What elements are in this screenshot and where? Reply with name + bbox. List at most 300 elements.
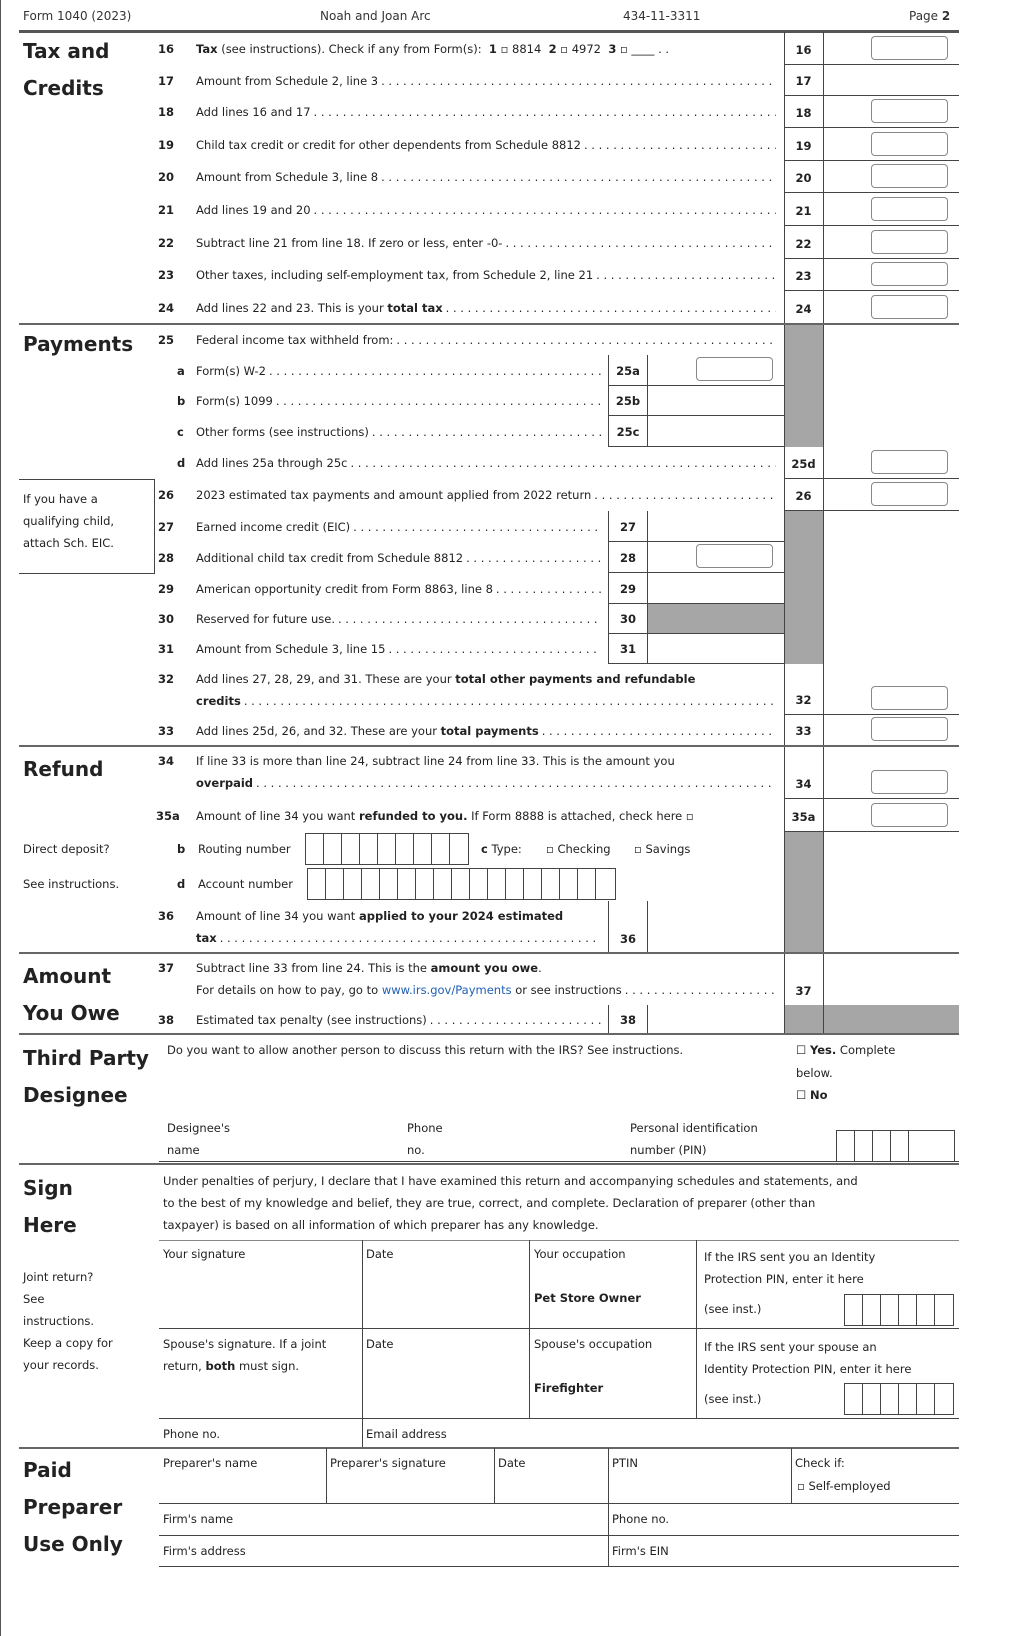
text-segment: Amount from Schedule 3, line 15	[196, 642, 386, 656]
text-segment: Add lines 25d, 26, and 32. These are your	[196, 724, 441, 738]
line-ref-l16	[784, 32, 823, 65]
dot-leader	[276, 390, 601, 412]
line-text	[196, 390, 601, 412]
mid-amount-cell-l36[interactable]	[648, 901, 784, 953]
amount-cell-l22[interactable]	[823, 226, 959, 259]
dot-leader	[505, 232, 776, 254]
amount-cell-l33[interactable]	[823, 715, 959, 746]
line-ref-l25d	[784, 447, 823, 479]
line-text	[196, 805, 776, 827]
text-segment: or see instructions	[511, 983, 622, 997]
firm-ein-field[interactable]: Firm's EIN	[612, 1544, 669, 1558]
line-l23	[1, 259, 959, 291]
line-number: 32	[158, 672, 175, 686]
line-l18	[1, 96, 959, 128]
line-l37	[1, 953, 959, 1005]
see-instructions-note: See instructions.	[23, 877, 120, 891]
label-line: Spouse's signature. If a joint	[163, 1337, 327, 1351]
section-title-line: Use Only	[23, 1532, 123, 1556]
line-ref-l26	[784, 479, 823, 511]
amount-cell-l16[interactable]	[823, 32, 959, 65]
line-description	[196, 264, 776, 286]
text-segment: Amount from Schedule 3, line 8	[196, 170, 379, 184]
line-ref-l38	[608, 1005, 648, 1034]
divider	[494, 1448, 495, 1503]
shaded-cell	[784, 386, 823, 416]
line-number: 24	[158, 301, 175, 315]
line-text	[196, 750, 776, 772]
line-l25c	[1, 416, 959, 447]
dot-leader	[625, 979, 776, 1001]
line-l32	[1, 664, 959, 715]
line-text	[196, 199, 776, 221]
mid-amount-cell-l25a[interactable]	[648, 355, 784, 386]
amount-cell-l17[interactable]	[823, 65, 959, 96]
section-title-line: Amount	[23, 964, 112, 988]
line-l16	[1, 32, 959, 65]
section-divider	[19, 952, 959, 954]
line-number: 34	[158, 754, 175, 768]
amount-input[interactable]	[871, 803, 948, 827]
section-title-line: Tax and	[23, 39, 110, 63]
label-line: If the IRS sent your spouse an	[704, 1340, 877, 1354]
line-ref-label: 30	[619, 612, 636, 626]
text-segment: (see instructions). Check if any from Form(s):	[217, 42, 489, 56]
text-segment: ▫ 8814	[496, 42, 549, 56]
section-title-line: You Owe	[23, 1001, 120, 1025]
line-l31	[1, 634, 959, 664]
section-title-line: Paid	[23, 1458, 72, 1482]
line-text	[196, 578, 601, 600]
note-line: instructions.	[23, 1314, 94, 1328]
line-text	[196, 452, 776, 474]
line-l35a	[1, 799, 959, 832]
dot-leader	[314, 199, 776, 221]
ip-pin-input[interactable]	[844, 1294, 954, 1326]
label-line: Designee's	[167, 1121, 231, 1135]
page-label: Page	[909, 9, 942, 23]
shaded-cell	[784, 355, 823, 386]
payments-link[interactable]: www.irs.gov/Payments	[381, 983, 512, 997]
preparer-name-field[interactable]: Preparer's name	[163, 1456, 258, 1470]
ptin-field[interactable]: PTIN	[612, 1456, 638, 1470]
text-segment: Amount from Schedule 2, line 3	[196, 74, 379, 88]
amount-cell-l34[interactable]	[823, 746, 959, 799]
line-number: 27	[158, 520, 175, 534]
designee-yes[interactable]	[796, 1039, 895, 1061]
line-description	[196, 452, 776, 474]
amount-input[interactable]	[871, 295, 948, 319]
dot-leader	[244, 690, 776, 712]
dot-leader	[338, 608, 601, 630]
line-ref-l25a	[608, 355, 648, 386]
spouse-signature-field[interactable]	[163, 1333, 326, 1377]
section-divider	[19, 745, 959, 747]
line-l20	[1, 161, 959, 193]
amount-cell-l37[interactable]	[823, 953, 959, 1005]
text-segment: Form(s) W-2	[196, 364, 266, 378]
dot-leader	[353, 516, 601, 538]
page-num: 2	[941, 9, 951, 23]
account-number-label: Account number	[198, 877, 293, 891]
amount-cell-l18[interactable]	[823, 96, 959, 128]
line-text	[196, 1009, 601, 1031]
line-ref-l31	[608, 634, 648, 664]
shaded-cell	[823, 1005, 959, 1034]
line-l38	[1, 1005, 959, 1034]
line-ref-label: 26	[795, 489, 812, 503]
amount-input[interactable]	[871, 36, 948, 60]
dot-leader	[388, 638, 601, 660]
line-ref-label: 22	[795, 237, 812, 251]
line-ref-l27	[608, 511, 648, 542]
line-description	[196, 421, 601, 443]
text-segment: If Form 8888 is attached, check here ▫	[467, 809, 694, 823]
type-letter: c	[481, 842, 488, 856]
line-ref-l30	[608, 604, 648, 634]
line-text	[196, 979, 776, 1001]
line-l25d	[1, 447, 959, 479]
spouse-date-field[interactable]: Date	[366, 1337, 394, 1351]
email-field[interactable]: Email address	[366, 1427, 447, 1441]
text-segment: applied to your 2024 estimated	[358, 909, 564, 923]
label-line: number (PIN)	[630, 1143, 707, 1157]
amount-cell-l35a[interactable]	[823, 799, 959, 832]
line-description	[196, 957, 776, 1001]
line-number: 35a	[156, 809, 180, 823]
line-description	[196, 101, 776, 123]
yes-label: Yes.	[809, 1043, 837, 1057]
section-sign-here	[23, 1170, 77, 1244]
text-segment: American opportunity credit from Form 8863, line 8	[196, 582, 493, 596]
label-line: (see inst.)	[704, 1302, 762, 1316]
statement-line: taxpayer) is based on all information of which preparer has any knowledge.	[163, 1218, 599, 1232]
line-text	[196, 668, 776, 690]
yes-checkbox[interactable]: ☐	[796, 1043, 807, 1057]
line-description	[196, 390, 601, 412]
line-description	[196, 516, 601, 538]
designee-phone-label	[407, 1117, 443, 1161]
text-segment: Other forms (see instructions)	[196, 425, 369, 439]
firm-name-field[interactable]: Firm's name	[163, 1512, 234, 1526]
line-text	[196, 101, 776, 123]
designee-question: Do you want to allow another person to discuss this return with the IRS? See instructions.	[167, 1043, 684, 1057]
amount-input[interactable]	[696, 357, 773, 381]
text-segment: Amount of line 34 you want	[196, 909, 359, 923]
designee-pin-input[interactable]	[836, 1130, 955, 1162]
shaded-cell	[784, 604, 823, 634]
line-number: 30	[158, 612, 175, 626]
line-ref-label: 31	[619, 642, 636, 656]
line-text	[196, 638, 601, 660]
line-ref-label: 27	[619, 520, 636, 534]
amount-input[interactable]	[696, 544, 773, 568]
text-segment: Earned income credit (EIC)	[196, 520, 351, 534]
dot-leader	[372, 421, 601, 443]
line-ref-label: 25c	[616, 425, 640, 439]
spouse-ip-pin-input[interactable]	[844, 1383, 954, 1415]
line-ref-label: 17	[795, 74, 812, 88]
phone-field[interactable]: Phone no.	[163, 1427, 221, 1441]
dot-leader	[381, 70, 776, 92]
text-segment: Add lines 27, 28, 29, and 31. These are your	[196, 672, 456, 686]
amount-input[interactable]	[871, 686, 948, 710]
line-text	[196, 608, 601, 630]
dot-leader	[596, 264, 776, 286]
amount-input[interactable]	[871, 132, 948, 156]
firm-address-field[interactable]: Firm's address	[163, 1544, 246, 1558]
spouse-occupation-value[interactable]: Firefighter	[534, 1381, 604, 1395]
divider	[529, 1240, 530, 1418]
line-number: b	[177, 394, 186, 408]
label-line: no.	[407, 1143, 425, 1157]
dot-leader	[430, 1009, 601, 1031]
amount-cell-l24[interactable]	[823, 291, 959, 324]
text-segment: 1	[488, 42, 497, 56]
checking-checkbox[interactable]: ▫ Checking	[546, 842, 611, 856]
line-description	[196, 484, 776, 506]
text-segment: For details on how to pay, go to	[196, 983, 382, 997]
line-description	[196, 805, 776, 827]
preparer-date-field[interactable]: Date	[498, 1456, 526, 1470]
line-text	[196, 690, 776, 712]
mid-amount-cell-l29[interactable]	[648, 573, 784, 604]
line-ref-l25c	[608, 416, 648, 447]
line-l28	[1, 542, 959, 573]
line-text	[196, 927, 601, 949]
text-segment: If line 33 is more than line 24, subtract line 24 from line 33. This is the amount you	[196, 754, 675, 768]
text-segment: tax	[196, 931, 217, 945]
designee-name-label	[167, 1117, 230, 1161]
your-date-field[interactable]: Date	[366, 1247, 394, 1261]
line-ref-label: 23	[795, 269, 812, 283]
note-line: See	[23, 1292, 45, 1306]
line-description	[196, 360, 601, 382]
divider	[326, 1448, 327, 1503]
designee-no[interactable]	[796, 1084, 828, 1106]
text-segment: Amount of line 34 you want	[196, 809, 359, 823]
label-line: If the IRS sent you an Identity	[704, 1250, 876, 1264]
line-ref-l36	[608, 901, 648, 953]
line-text	[196, 70, 776, 92]
line-text	[196, 484, 776, 506]
mid-amount-cell-l30	[648, 604, 784, 634]
line-ref-l20	[784, 161, 823, 193]
line-text	[196, 166, 776, 188]
text-segment: Federal income tax withheld from:	[196, 333, 394, 347]
amount-cell-l25d[interactable]	[823, 447, 959, 479]
savings-checkbox[interactable]: ▫ Savings	[634, 842, 691, 856]
label-line	[163, 1355, 326, 1377]
amount-cell-l19[interactable]	[823, 128, 959, 161]
taxpayer-names: Noah and Joan Arc	[320, 9, 431, 23]
line-l24	[1, 291, 959, 324]
line-description	[196, 668, 776, 712]
mid-amount-cell-l38[interactable]	[648, 1005, 784, 1034]
text-segment: Tax	[196, 42, 218, 56]
line-number: 31	[158, 642, 175, 656]
account-number-input[interactable]	[307, 868, 616, 900]
line-number: 18	[158, 105, 175, 119]
line-ref-l37	[784, 953, 823, 1005]
line-description	[196, 38, 776, 60]
shaded-cell	[784, 866, 823, 901]
statement-line: Under penalties of perjury, I declare that I have examined this return and accompanying schedules and statements, and	[163, 1174, 858, 1188]
label-text: must sign.	[235, 1359, 300, 1373]
line-ref-l23	[784, 259, 823, 291]
line-text	[196, 134, 776, 156]
amount-input[interactable]	[871, 770, 948, 794]
joint-return-note	[23, 1266, 113, 1376]
line-l17	[1, 65, 959, 96]
amount-input[interactable]	[871, 262, 948, 286]
line-number: a	[177, 364, 185, 378]
account-type-label	[481, 838, 522, 860]
line-description	[196, 578, 601, 600]
section-payments: Payments	[23, 332, 134, 356]
text-segment: ▫ 4972	[556, 42, 609, 56]
no-checkbox[interactable]: ☐	[796, 1088, 807, 1102]
line-description	[196, 134, 776, 156]
line-number: 38	[158, 1013, 175, 1027]
check-if-label: Check if:	[795, 1456, 845, 1470]
label-line: (see inst.)	[704, 1392, 762, 1406]
dot-leader	[314, 101, 776, 123]
label-line: Personal identification	[630, 1121, 758, 1135]
line-description	[196, 232, 776, 254]
line-description	[196, 199, 776, 221]
line-l36	[1, 901, 959, 953]
divider	[362, 1240, 363, 1447]
amount-cell-l23[interactable]	[823, 259, 959, 291]
note-line: If you have a	[23, 492, 98, 506]
amount-cell-l21[interactable]	[823, 193, 959, 226]
line-text	[196, 516, 601, 538]
section-title-line: Here	[23, 1213, 77, 1237]
amount-cell-l20[interactable]	[823, 161, 959, 193]
line-number: 19	[158, 138, 175, 152]
amount-input[interactable]	[871, 99, 948, 123]
line-ref-label: 24	[795, 302, 812, 316]
line-l35b	[1, 832, 959, 866]
dot-leader	[584, 134, 776, 156]
line-ref-l21	[784, 193, 823, 226]
amount-input[interactable]	[871, 197, 948, 221]
section-third-party	[23, 1040, 149, 1114]
text-segment: overpaid	[196, 776, 254, 790]
amount-input[interactable]	[871, 482, 948, 506]
line-ref-l18	[784, 96, 823, 128]
line-description	[196, 166, 776, 188]
divider	[159, 1161, 959, 1162]
line-ref-l25b	[608, 386, 648, 416]
line-ref-l19	[784, 128, 823, 161]
line-ref-label: 37	[795, 984, 812, 998]
line-l27	[1, 511, 959, 542]
text-segment: Other taxes, including self-employment tax, from Schedule 2, line 21	[196, 268, 594, 282]
line-ref-l28	[608, 542, 648, 573]
line-ref-label: 25a	[616, 364, 640, 378]
dot-leader	[466, 547, 601, 569]
firm-phone-field[interactable]: Phone no.	[612, 1512, 670, 1526]
routing-number-input[interactable]	[305, 833, 469, 865]
note-line: qualifying child,	[23, 514, 115, 528]
your-signature-field[interactable]: Your signature	[163, 1247, 246, 1261]
text-segment: Additional child tax credit from Schedule 8812	[196, 551, 464, 565]
dot-leader	[350, 452, 776, 474]
line-ref-label: 18	[795, 106, 812, 120]
line-l30	[1, 604, 959, 634]
amount-cell-l32[interactable]	[823, 664, 959, 715]
type-text: Type:	[487, 842, 522, 856]
mid-amount-cell-l25b[interactable]	[648, 386, 784, 416]
dot-leader	[496, 578, 601, 600]
preparer-signature-field[interactable]: Preparer's signature	[330, 1456, 446, 1470]
line-number: d	[177, 456, 186, 470]
line-description	[196, 329, 776, 351]
text-segment: 3	[608, 42, 617, 56]
line-number: 26	[158, 488, 175, 502]
text-segment: Estimated tax penalty (see instructions)	[196, 1013, 427, 1027]
text-segment: Subtract line 21 from line 18. If zero or less, enter -0-	[196, 236, 503, 250]
spouse-occupation-label: Spouse's occupation	[534, 1337, 653, 1351]
text-segment: total other payments and refundable	[455, 672, 696, 686]
mid-amount-cell-l25c[interactable]	[648, 416, 784, 447]
column-line	[784, 32, 785, 1034]
line-ref-label: 25d	[791, 457, 816, 471]
line-number: 17	[158, 74, 175, 88]
designee-pin-label	[630, 1117, 758, 1161]
divider	[608, 1448, 609, 1566]
direct-deposit-note: Direct deposit?	[23, 842, 110, 856]
amount-input[interactable]	[871, 164, 948, 188]
amount-cell-l26[interactable]	[823, 479, 959, 511]
line-text	[196, 38, 776, 60]
divider	[159, 1503, 959, 1504]
dot-leader	[381, 166, 776, 188]
line-ref-label: 35a	[791, 810, 816, 824]
amount-input[interactable]	[871, 717, 948, 741]
line-number: b	[177, 842, 186, 856]
line-l19	[1, 128, 959, 161]
amount-input[interactable]	[871, 450, 948, 474]
line-number: 23	[158, 268, 175, 282]
divider	[159, 1328, 959, 1329]
line-l25	[1, 324, 959, 355]
line-l26	[1, 479, 959, 511]
line-text	[196, 297, 776, 319]
line-text	[196, 329, 776, 351]
text-segment: Subtract line 33 from line 24. This is the	[196, 961, 431, 975]
mid-amount-cell-l27[interactable]	[648, 511, 784, 542]
line-description	[196, 1009, 601, 1031]
amount-input[interactable]	[871, 230, 948, 254]
mid-amount-cell-l31[interactable]	[648, 634, 784, 664]
self-employed-checkbox[interactable]: ▫ Self-employed	[797, 1479, 891, 1493]
line-text	[196, 957, 776, 979]
page-number	[909, 9, 950, 23]
your-occupation-value[interactable]: Pet Store Owner	[534, 1291, 641, 1305]
mid-amount-cell-l28[interactable]	[648, 542, 784, 573]
line-l34	[1, 746, 959, 799]
line-number: 21	[158, 203, 175, 217]
text-segment: 2023 estimated tax payments and amount applied from 2022 return	[196, 488, 592, 502]
line-text	[196, 232, 776, 254]
line-text	[196, 720, 776, 742]
dot-leader	[220, 927, 601, 949]
perjury-statement	[163, 1170, 858, 1236]
line-ref-l35a	[784, 799, 823, 832]
